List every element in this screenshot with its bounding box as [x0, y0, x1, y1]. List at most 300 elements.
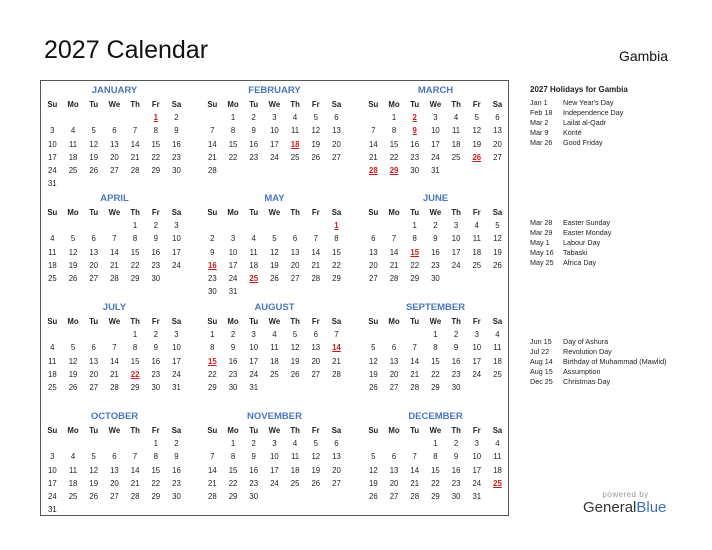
day-cell[interactable]: 25 — [290, 478, 300, 488]
day-cell[interactable]: 23 — [151, 260, 161, 270]
day-cell[interactable]: 18 — [68, 478, 78, 488]
day-cell[interactable]: 25 — [493, 369, 502, 379]
day-cell[interactable]: 31 — [228, 287, 238, 297]
day-cell[interactable]: 19 — [270, 260, 279, 270]
day-cell[interactable]: 13 — [110, 465, 119, 475]
day-cell[interactable]: 1 — [412, 221, 417, 231]
day-cell[interactable]: 28 — [410, 491, 420, 501]
day-cell[interactable]: 17 — [48, 478, 57, 488]
day-cell[interactable]: 29 — [431, 491, 440, 501]
day-cell[interactable]: 8 — [391, 126, 397, 136]
day-cell[interactable]: 27 — [89, 382, 99, 392]
day-cell[interactable]: 23 — [451, 369, 461, 379]
day-cell[interactable]: 1 — [230, 113, 236, 123]
day-cell[interactable]: 18 — [249, 260, 259, 270]
day-cell[interactable]: 7 — [112, 234, 117, 244]
day-cell[interactable]: 27 — [290, 273, 300, 283]
day-cell[interactable]: 6 — [334, 113, 339, 123]
day-cell[interactable]: 30 — [410, 165, 420, 175]
day-cell[interactable]: 30 — [249, 491, 259, 501]
day-cell[interactable]: 1 — [230, 439, 236, 449]
day-cell[interactable]: 2 — [453, 330, 459, 340]
day-cell[interactable]: 13 — [110, 139, 119, 149]
day-cell[interactable]: 21 — [389, 260, 399, 270]
day-cell[interactable]: 29 — [151, 165, 161, 175]
day-cell[interactable]: 28 — [311, 273, 321, 283]
day-cell[interactable]: 2 — [174, 113, 179, 123]
day-cell[interactable]: 8 — [153, 452, 158, 462]
day-cell[interactable]: 16 — [172, 139, 181, 149]
day-cell[interactable]: 3 — [474, 330, 479, 340]
day-cell[interactable]: 24 — [172, 260, 181, 270]
day-cell[interactable]: 5 — [313, 439, 318, 449]
day-cell[interactable]: 12 — [68, 356, 78, 366]
day-cell[interactable]: 24 — [472, 478, 482, 488]
day-cell[interactable]: 20 — [332, 465, 341, 475]
day-cell[interactable]: 6 — [91, 343, 96, 353]
day-cell[interactable]: 10 — [472, 452, 482, 462]
day-cell[interactable]: 13 — [89, 356, 99, 366]
day-cell[interactable]: 10 — [472, 343, 482, 353]
day-cell[interactable]: 19 — [68, 260, 78, 270]
day-cell[interactable]: 30 — [208, 287, 217, 297]
day-cell[interactable]: 9 — [210, 247, 215, 257]
day-cell[interactable]: 22 — [431, 478, 440, 488]
day-cell[interactable]: 10 — [270, 452, 279, 462]
day-cell[interactable]: 11 — [493, 343, 502, 353]
day-cell[interactable]: 14 — [410, 465, 420, 475]
day-cell[interactable]: 4 — [474, 221, 479, 231]
day-cell[interactable]: 4 — [70, 452, 76, 462]
day-cell[interactable]: 11 — [291, 126, 300, 136]
day-cell[interactable]: 2 — [230, 330, 236, 340]
day-cell[interactable]: 2 — [251, 439, 256, 449]
day-cell[interactable]: 12 — [493, 234, 502, 244]
day-cell[interactable]: 21 — [110, 369, 119, 379]
day-cell[interactable]: 17 — [48, 152, 57, 162]
day-cell[interactable]: 16 — [431, 247, 440, 257]
day-cell[interactable]: 17 — [228, 260, 238, 270]
day-cell[interactable]: 14 — [311, 247, 321, 257]
day-cell[interactable]: 17 — [172, 247, 181, 257]
day-cell[interactable]: 13 — [389, 465, 399, 475]
day-cell[interactable]: 15 — [130, 247, 140, 257]
holiday-day-cell[interactable]: 18 — [290, 139, 300, 149]
day-cell[interactable]: 27 — [311, 369, 321, 379]
day-cell[interactable]: 25 — [451, 152, 461, 162]
day-cell[interactable]: 8 — [433, 343, 438, 353]
day-cell[interactable]: 26 — [493, 260, 502, 270]
day-cell[interactable]: 5 — [70, 234, 76, 244]
day-cell[interactable]: 10 — [48, 465, 57, 475]
day-cell[interactable]: 29 — [151, 491, 161, 501]
day-cell[interactable]: 14 — [130, 139, 140, 149]
day-cell[interactable]: 18 — [270, 356, 279, 366]
day-cell[interactable]: 27 — [332, 478, 341, 488]
day-cell[interactable]: 14 — [110, 247, 119, 257]
day-cell[interactable]: 4 — [251, 234, 256, 244]
day-cell[interactable]: 5 — [495, 221, 500, 231]
day-cell[interactable]: 26 — [369, 382, 378, 392]
day-cell[interactable]: 12 — [89, 139, 99, 149]
holiday-day-cell[interactable]: 16 — [208, 260, 217, 270]
day-cell[interactable]: 28 — [208, 491, 217, 501]
day-cell[interactable]: 21 — [208, 152, 217, 162]
day-cell[interactable]: 26 — [270, 273, 279, 283]
day-cell[interactable]: 23 — [249, 478, 259, 488]
day-cell[interactable]: 30 — [431, 273, 440, 283]
day-cell[interactable]: 5 — [371, 343, 376, 353]
day-cell[interactable]: 9 — [453, 452, 459, 462]
day-cell[interactable]: 8 — [230, 452, 236, 462]
day-cell[interactable]: 8 — [412, 234, 417, 244]
day-cell[interactable]: 30 — [172, 491, 181, 501]
day-cell[interactable]: 22 — [228, 478, 238, 488]
day-cell[interactable]: 12 — [311, 452, 321, 462]
day-cell[interactable]: 30 — [451, 382, 461, 392]
day-cell[interactable]: 13 — [311, 343, 321, 353]
day-cell[interactable]: 9 — [174, 126, 179, 136]
day-cell[interactable]: 7 — [334, 330, 339, 340]
day-cell[interactable]: 23 — [208, 273, 217, 283]
day-cell[interactable]: 14 — [369, 139, 378, 149]
day-cell[interactable]: 17 — [472, 356, 482, 366]
day-cell[interactable]: 19 — [68, 369, 78, 379]
day-cell[interactable]: 15 — [228, 465, 238, 475]
day-cell[interactable]: 30 — [151, 273, 161, 283]
day-cell[interactable]: 29 — [431, 382, 440, 392]
holiday-day-cell[interactable]: 25 — [493, 478, 502, 488]
day-cell[interactable]: 12 — [369, 356, 378, 366]
holiday-day-cell[interactable]: 26 — [472, 152, 482, 162]
day-cell[interactable]: 31 — [472, 491, 482, 501]
day-cell[interactable]: 22 — [332, 260, 341, 270]
day-cell[interactable]: 23 — [228, 369, 238, 379]
day-cell[interactable]: 1 — [433, 330, 438, 340]
day-cell[interactable]: 11 — [249, 247, 258, 257]
day-cell[interactable]: 4 — [50, 234, 55, 244]
day-cell[interactable]: 22 — [130, 260, 140, 270]
day-cell[interactable]: 20 — [311, 356, 321, 366]
day-cell[interactable]: 24 — [48, 165, 57, 175]
day-cell[interactable]: 9 — [251, 452, 256, 462]
day-cell[interactable]: 14 — [130, 465, 140, 475]
day-cell[interactable]: 10 — [48, 139, 57, 149]
day-cell[interactable]: 12 — [369, 465, 378, 475]
day-cell[interactable]: 25 — [472, 260, 482, 270]
day-cell[interactable]: 4 — [292, 439, 298, 449]
day-cell[interactable]: 31 — [172, 382, 181, 392]
day-cell[interactable]: 20 — [369, 260, 378, 270]
day-cell[interactable]: 12 — [68, 247, 78, 257]
holiday-day-cell[interactable]: 2 — [412, 113, 417, 123]
day-cell[interactable]: 5 — [91, 126, 96, 136]
day-cell[interactable]: 7 — [412, 343, 417, 353]
day-cell[interactable]: 22 — [151, 478, 161, 488]
day-cell[interactable]: 17 — [270, 139, 279, 149]
day-cell[interactable]: 21 — [410, 369, 420, 379]
day-cell[interactable]: 20 — [110, 478, 119, 488]
day-cell[interactable]: 6 — [495, 113, 500, 123]
holiday-day-cell[interactable]: 25 — [249, 273, 259, 283]
brand-logo[interactable] — [583, 490, 668, 516]
day-cell[interactable]: 9 — [230, 343, 236, 353]
day-cell[interactable]: 6 — [391, 343, 397, 353]
day-cell[interactable]: 18 — [68, 152, 78, 162]
day-cell[interactable]: 19 — [493, 247, 502, 257]
day-cell[interactable]: 22 — [389, 152, 399, 162]
day-cell[interactable]: 13 — [332, 452, 341, 462]
day-cell[interactable]: 25 — [68, 491, 78, 501]
day-cell[interactable]: 20 — [290, 260, 300, 270]
day-cell[interactable]: 31 — [48, 179, 57, 189]
day-cell[interactable]: 15 — [151, 465, 161, 475]
day-cell[interactable]: 13 — [369, 247, 378, 257]
day-cell[interactable]: 10 — [172, 343, 181, 353]
day-cell[interactable]: 19 — [369, 369, 378, 379]
day-cell[interactable]: 2 — [174, 439, 179, 449]
day-cell[interactable]: 24 — [48, 491, 57, 501]
day-cell[interactable]: 28 — [110, 382, 119, 392]
day-cell[interactable]: 8 — [132, 343, 138, 353]
day-cell[interactable]: 25 — [48, 382, 57, 392]
day-cell[interactable]: 14 — [208, 465, 217, 475]
day-cell[interactable]: 29 — [332, 273, 341, 283]
day-cell[interactable]: 27 — [369, 273, 378, 283]
day-cell[interactable]: 12 — [89, 465, 99, 475]
day-cell[interactable]: 9 — [251, 126, 256, 136]
day-cell[interactable]: 3 — [272, 439, 277, 449]
day-cell[interactable]: 8 — [433, 452, 438, 462]
day-cell[interactable]: 3 — [50, 126, 55, 136]
day-cell[interactable]: 16 — [410, 139, 420, 149]
day-cell[interactable]: 2 — [251, 113, 256, 123]
day-cell[interactable]: 2 — [153, 330, 158, 340]
day-cell[interactable]: 15 — [151, 139, 161, 149]
day-cell[interactable]: 21 — [332, 356, 341, 366]
day-cell[interactable]: 20 — [89, 260, 99, 270]
day-cell[interactable]: 4 — [453, 113, 459, 123]
day-cell[interactable]: 25 — [68, 165, 78, 175]
day-cell[interactable]: 26 — [68, 273, 78, 283]
day-cell[interactable]: 24 — [451, 260, 461, 270]
day-cell[interactable]: 18 — [472, 247, 482, 257]
day-cell[interactable]: 5 — [70, 343, 76, 353]
day-cell[interactable]: 3 — [230, 234, 236, 244]
day-cell[interactable]: 15 — [332, 247, 341, 257]
day-cell[interactable]: 8 — [334, 234, 339, 244]
holiday-day-cell[interactable]: 1 — [153, 113, 158, 123]
day-cell[interactable]: 10 — [270, 126, 279, 136]
day-cell[interactable]: 20 — [110, 152, 119, 162]
day-cell[interactable]: 27 — [110, 165, 119, 175]
day-cell[interactable]: 20 — [493, 139, 502, 149]
day-cell[interactable]: 19 — [89, 478, 99, 488]
day-cell[interactable]: 30 — [451, 491, 461, 501]
day-cell[interactable]: 30 — [228, 382, 238, 392]
day-cell[interactable]: 30 — [151, 382, 161, 392]
day-cell[interactable]: 14 — [389, 247, 399, 257]
day-cell[interactable]: 27 — [89, 273, 99, 283]
day-cell[interactable]: 16 — [249, 465, 259, 475]
day-cell[interactable]: 26 — [89, 491, 99, 501]
day-cell[interactable]: 1 — [391, 113, 397, 123]
day-cell[interactable]: 14 — [208, 139, 217, 149]
day-cell[interactable]: 20 — [389, 478, 399, 488]
day-cell[interactable]: 16 — [151, 247, 161, 257]
day-cell[interactable]: 25 — [48, 273, 57, 283]
day-cell[interactable]: 12 — [270, 247, 279, 257]
day-cell[interactable]: 9 — [153, 234, 158, 244]
day-cell[interactable]: 9 — [453, 343, 459, 353]
day-cell[interactable]: 1 — [153, 439, 158, 449]
day-cell[interactable]: 16 — [451, 356, 461, 366]
day-cell[interactable]: 26 — [311, 478, 321, 488]
day-cell[interactable]: 5 — [474, 113, 479, 123]
day-cell[interactable]: 14 — [110, 356, 119, 366]
day-cell[interactable]: 11 — [291, 452, 300, 462]
day-cell[interactable]: 8 — [153, 126, 158, 136]
day-cell[interactable]: 14 — [410, 356, 420, 366]
day-cell[interactable]: 3 — [174, 221, 179, 231]
day-cell[interactable]: 22 — [410, 260, 420, 270]
day-cell[interactable]: 21 — [311, 260, 321, 270]
day-cell[interactable]: 18 — [290, 465, 300, 475]
day-cell[interactable]: 6 — [371, 234, 376, 244]
holiday-day-cell[interactable]: 22 — [130, 369, 140, 379]
day-cell[interactable]: 18 — [493, 356, 502, 366]
day-cell[interactable]: 25 — [270, 369, 279, 379]
day-cell[interactable]: 21 — [208, 478, 217, 488]
day-cell[interactable]: 6 — [334, 439, 339, 449]
day-cell[interactable]: 5 — [313, 113, 318, 123]
day-cell[interactable]: 3 — [174, 330, 179, 340]
holiday-day-cell[interactable]: 9 — [412, 126, 417, 136]
holiday-day-cell[interactable]: 28 — [369, 165, 378, 175]
day-cell[interactable]: 2 — [210, 234, 215, 244]
day-cell[interactable]: 6 — [391, 452, 397, 462]
day-cell[interactable]: 3 — [474, 439, 479, 449]
day-cell[interactable]: 11 — [68, 139, 78, 149]
day-cell[interactable]: 3 — [251, 330, 256, 340]
day-cell[interactable]: 23 — [410, 152, 420, 162]
day-cell[interactable]: 7 — [112, 343, 117, 353]
day-cell[interactable]: 5 — [91, 452, 96, 462]
day-cell[interactable]: 21 — [130, 152, 140, 162]
holiday-day-cell[interactable]: 15 — [410, 247, 420, 257]
day-cell[interactable]: 19 — [311, 139, 321, 149]
day-cell[interactable]: 12 — [311, 126, 321, 136]
day-cell[interactable]: 13 — [290, 247, 300, 257]
day-cell[interactable]: 28 — [130, 165, 140, 175]
day-cell[interactable]: 15 — [228, 139, 238, 149]
day-cell[interactable]: 11 — [452, 126, 461, 136]
day-cell[interactable]: 7 — [313, 234, 318, 244]
day-cell[interactable]: 27 — [332, 152, 341, 162]
day-cell[interactable]: 26 — [68, 382, 78, 392]
day-cell[interactable]: 26 — [290, 369, 300, 379]
day-cell[interactable]: 30 — [172, 165, 181, 175]
day-cell[interactable]: 31 — [431, 165, 440, 175]
day-cell[interactable]: 3 — [272, 113, 277, 123]
day-cell[interactable]: 8 — [230, 126, 236, 136]
day-cell[interactable]: 11 — [48, 247, 57, 257]
day-cell[interactable]: 3 — [433, 113, 438, 123]
day-cell[interactable]: 2 — [433, 221, 438, 231]
day-cell[interactable]: 10 — [172, 234, 181, 244]
day-cell[interactable]: 7 — [391, 234, 397, 244]
day-cell[interactable]: 11 — [48, 356, 57, 366]
day-cell[interactable]: 27 — [110, 491, 119, 501]
day-cell[interactable]: 1 — [210, 330, 215, 340]
day-cell[interactable]: 16 — [228, 356, 238, 366]
day-cell[interactable]: 11 — [493, 452, 502, 462]
day-cell[interactable]: 17 — [472, 465, 482, 475]
day-cell[interactable]: 23 — [451, 478, 461, 488]
day-cell[interactable]: 24 — [172, 369, 181, 379]
day-cell[interactable]: 6 — [292, 234, 298, 244]
day-cell[interactable]: 19 — [369, 478, 378, 488]
day-cell[interactable]: 20 — [89, 369, 99, 379]
day-cell[interactable]: 9 — [153, 343, 158, 353]
day-cell[interactable]: 10 — [228, 247, 238, 257]
day-cell[interactable]: 23 — [151, 369, 161, 379]
day-cell[interactable]: 4 — [292, 113, 298, 123]
day-cell[interactable]: 21 — [369, 152, 378, 162]
day-cell[interactable]: 1 — [132, 221, 138, 231]
day-cell[interactable]: 3 — [50, 452, 55, 462]
holiday-day-cell[interactable]: 29 — [389, 165, 399, 175]
day-cell[interactable]: 9 — [433, 234, 438, 244]
day-cell[interactable]: 19 — [89, 152, 99, 162]
day-cell[interactable]: 11 — [472, 234, 481, 244]
day-cell[interactable]: 11 — [270, 343, 279, 353]
day-cell[interactable]: 8 — [210, 343, 215, 353]
day-cell[interactable]: 5 — [272, 234, 277, 244]
day-cell[interactable]: 22 — [431, 369, 440, 379]
day-cell[interactable]: 6 — [112, 126, 117, 136]
day-cell[interactable]: 23 — [431, 260, 440, 270]
day-cell[interactable]: 29 — [130, 382, 140, 392]
day-cell[interactable]: 2 — [153, 221, 158, 231]
day-cell[interactable]: 28 — [389, 273, 399, 283]
day-cell[interactable]: 28 — [410, 382, 420, 392]
day-cell[interactable]: 26 — [89, 165, 99, 175]
day-cell[interactable]: 23 — [249, 152, 259, 162]
holiday-day-cell[interactable]: 1 — [334, 221, 339, 231]
day-cell[interactable]: 31 — [48, 505, 57, 515]
day-cell[interactable]: 16 — [151, 356, 161, 366]
day-cell[interactable]: 22 — [151, 152, 161, 162]
day-cell[interactable]: 19 — [311, 465, 321, 475]
day-cell[interactable]: 21 — [130, 478, 140, 488]
day-cell[interactable]: 23 — [172, 478, 181, 488]
day-cell[interactable]: 24 — [249, 369, 259, 379]
day-cell[interactable]: 18 — [48, 369, 57, 379]
day-cell[interactable]: 13 — [389, 356, 399, 366]
holiday-day-cell[interactable]: 14 — [332, 343, 341, 353]
day-cell[interactable]: 19 — [290, 356, 300, 366]
day-cell[interactable]: 5 — [292, 330, 298, 340]
day-cell[interactable]: 28 — [332, 369, 341, 379]
day-cell[interactable]: 24 — [472, 369, 482, 379]
day-cell[interactable]: 6 — [91, 234, 96, 244]
day-cell[interactable]: 11 — [68, 465, 78, 475]
day-cell[interactable]: 18 — [48, 260, 57, 270]
day-cell[interactable]: 18 — [493, 465, 502, 475]
day-cell[interactable]: 24 — [228, 273, 238, 283]
day-cell[interactable]: 15 — [389, 139, 399, 149]
